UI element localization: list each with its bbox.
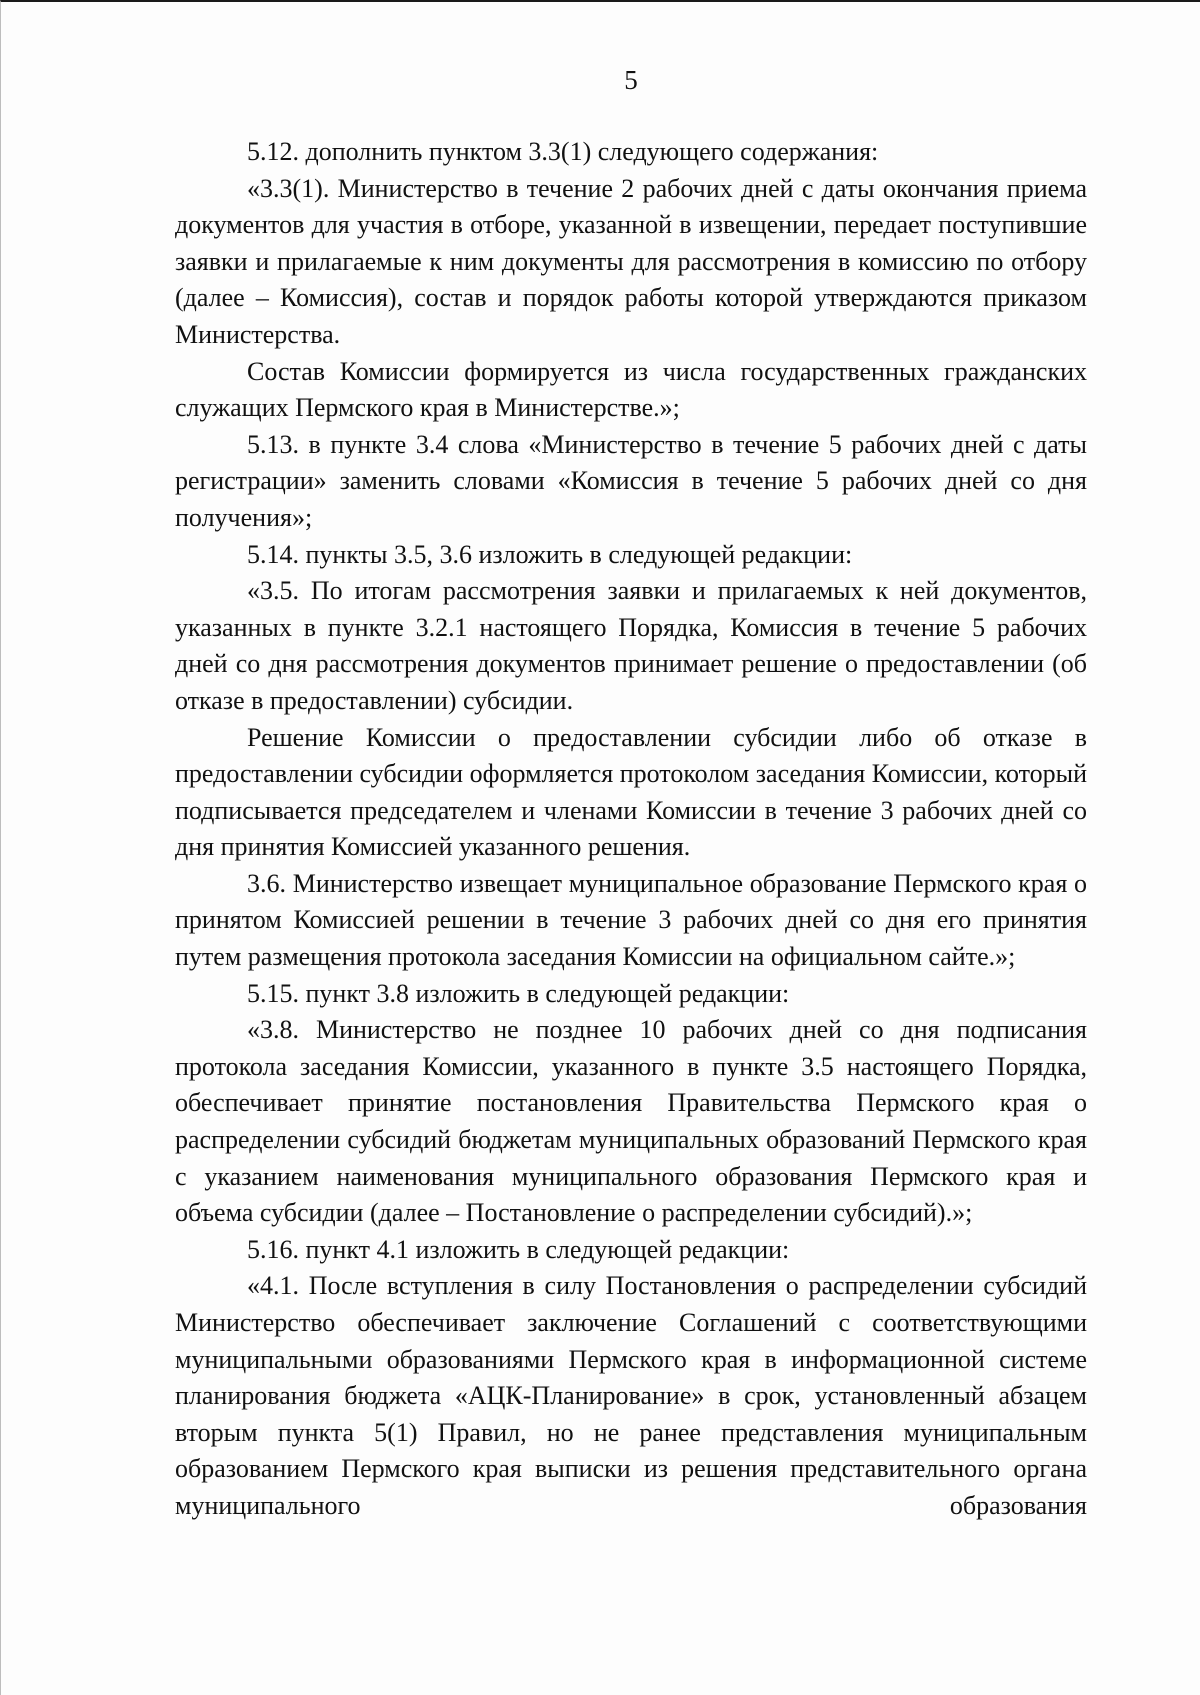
paragraph-5-15: 5.15. пункт 3.8 изложить в следующей редакции:	[247, 978, 790, 1008]
paragraph-3-6: 3.6. Министерство извещает муниципальное образование Пермского края о принятом Комиссией решении в течение 3 рабочих дней со дня его принятия путем размещения протокола заседания Комиссии на официальном сайте.»;	[175, 868, 1087, 972]
page-number: 5	[624, 65, 638, 95]
paragraph-4-1: «4.1. После вступления в силу Постановления о распределении субсидий Министерство обеспечивает заключение Соглашений с соответствующими муниципальными образованиями Пермского края в информационной системе планирования бюджета «АЦК-Планирование» в срок, установленный абзацем вторым пункта 5(1) Правил, но не ранее представления муниципальным образованием Пермского края выписки из решения представительного органа муниципального образования	[175, 1271, 1087, 1520]
paragraph-5-14: 5.14. пункты 3.5, 3.6 изложить в следующей редакции:	[247, 539, 853, 569]
paragraph-5-13: 5.13. в пункте 3.4 слова «Министерство в течение 5 рабочих дней с даты регистрации» заменить словами «Комиссия в течение 5 рабочих дней со дня получения»;	[175, 429, 1087, 532]
paragraph-commission-composition: Состав Комиссии формируется из числа государственных гражданских служащих Пермского края в Министерстве.»;	[175, 356, 1087, 423]
paragraph-3-8: «3.8. Министерство не позднее 10 рабочих дней со дня подписания протокола заседания Комиссии, указанного в пункте 3.5 настоящего Порядка, обеспечивает принятие постановления Правительства Пермского края о распределении субсидий бюджетам муниципальных образований Пермского края с указанием наименования муниципального образования Пермского края и объема субсидии (далее – Постановление о распределении субсидий).»;	[175, 1015, 1087, 1228]
paragraph-5-12: 5.12. дополнить пунктом 3.3(1) следующего содержания:	[247, 137, 879, 166]
paragraph-3-5: «3.5. По итогам рассмотрения заявки и прилагаемых к ней документов, указанных в пункте 3.2.1 настоящего Порядка, Комиссия в течение 5 рабочих дней со дня рассмотрения документов принимает решение о предоставлении (об отказе в предоставлении) субсидии.	[175, 576, 1087, 715]
document-page	[175, 52, 1087, 1525]
paragraph-5-16: 5.16. пункт 4.1 изложить в следующей редакции:	[247, 1234, 790, 1264]
paragraph-3-3-1: «3.3(1). Министерство в течение 2 рабочих дней с даты окончания приема документов для участия в отборе, указанной в извещении, передает поступившие заявки и прилагаемые к ним документы для рассмотрения в комиссию по отбору (далее – Комиссия), состав и порядок работы которой утверждаются приказом Министерства.	[175, 173, 1087, 349]
paragraph-commission-decision: Решение Комиссии о предоставлении субсидии либо об отказе в предоставлении субсидии оформляется протоколом заседания Комиссии, который подписывается председателем и членами Комиссии в течение 3 рабочих дней со дня принятия Комиссией указанного решения.	[175, 722, 1087, 862]
